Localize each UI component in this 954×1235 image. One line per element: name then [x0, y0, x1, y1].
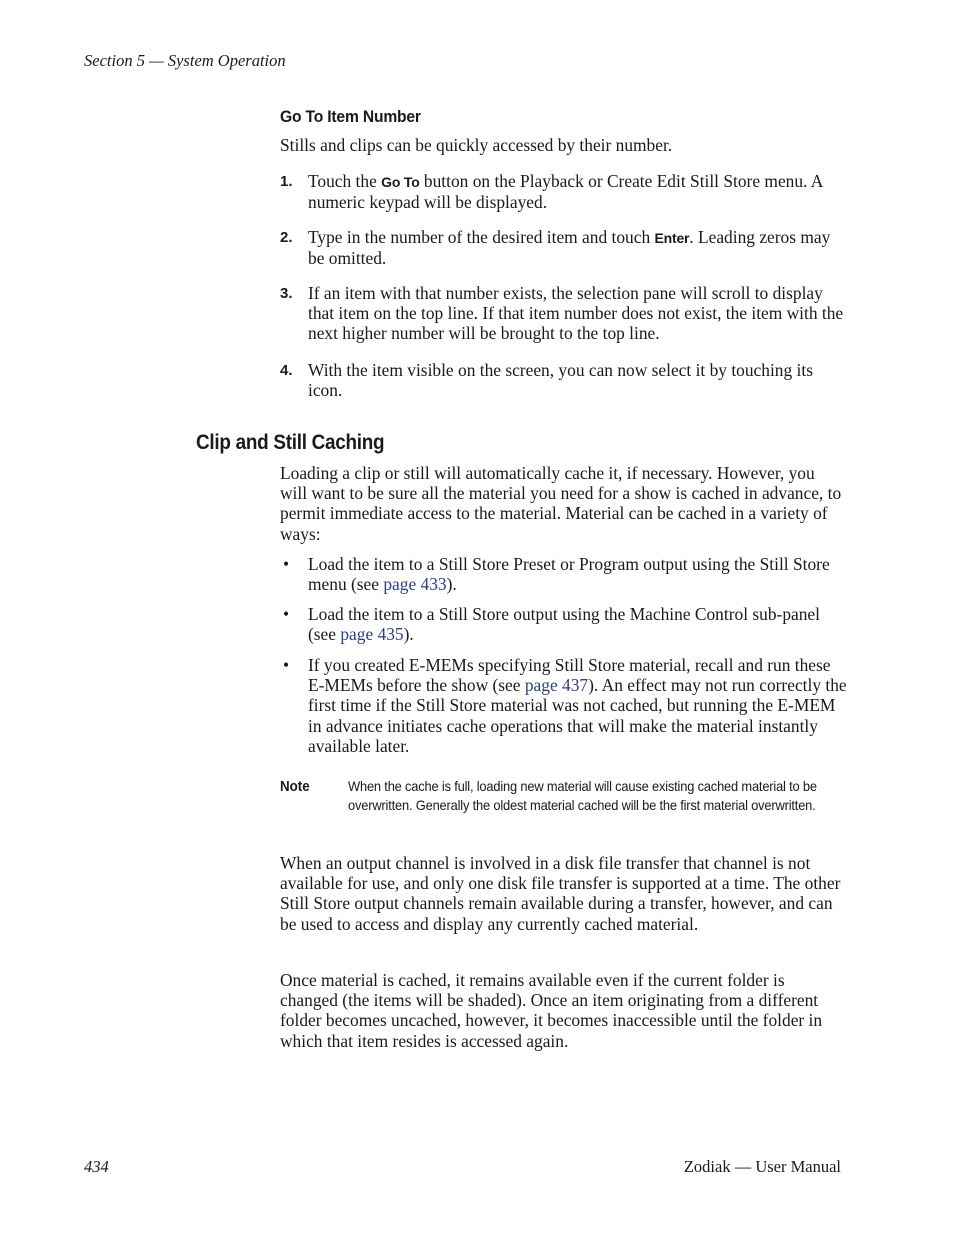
caching-bullet-3: If you created E-MEMs specifying Still Store material, recall and run these E-MEMs before the show (see page 437). An effect may not run correctly the first time if the Still Store material was not cached, but running the E-MEM in advance initiates cache operations that will make the material instantly available later. — [308, 655, 847, 756]
link-page-437[interactable]: page 437 — [524, 675, 589, 696]
goto-button-term: Go To — [381, 174, 420, 190]
step-4-text: With the item visible on the screen, you can now select it by touching its icon. — [308, 360, 813, 401]
step-1-number: 1. — [280, 173, 293, 190]
bullet-marker: • — [283, 554, 290, 574]
step-4-number: 4. — [280, 362, 293, 379]
link-page-433[interactable]: page 433 — [383, 574, 447, 595]
bullet-marker: • — [283, 655, 290, 675]
caching-intro: Loading a clip or still will automatically cache it, if necessary. However, you will want to be sure all the material you need for a show is cached in advance, to permit immediate access to the material. Material can be cached in a variety of ways: — [280, 463, 842, 544]
step-3-text: If an item with that number exists, the selection pane will scroll to display that item on the top line. If that item number does not exist, the item with the next higher number will be brought to the top line. — [308, 283, 844, 344]
enter-button-term: Enter — [654, 230, 690, 246]
caching-bullet-1: Load the item to a Still Store Preset or Program output using the Still Store menu (see page 433). — [308, 554, 830, 595]
step-2-text: Type in the number of the desired item and touch Enter. Leading zeros may be omitted. — [308, 227, 831, 269]
note-text: When the cache is full, loading new material will cause existing cached material to be overwritten. Generally the oldest material cached will be the first material overwritten. — [348, 778, 817, 813]
page-number: 434 — [84, 1157, 109, 1176]
folder-paragraph: Once material is cached, it remains available even if the current folder is changed (the items will be shaded). Once an item originating from a different folder becomes uncached, however, it becomes inaccessible until the folder in which that item resides is accessed again. — [280, 970, 823, 1051]
step-1-text: Touch the Go To button on the Playback or Create Edit Still Store menu. A numeric keypad will be displayed. — [308, 171, 823, 213]
bullet-marker: • — [283, 604, 290, 624]
link-page-435[interactable]: page 435 — [340, 624, 404, 645]
running-header: Section 5 — System Operation — [84, 51, 286, 70]
transfer-paragraph: When an output channel is involved in a disk file transfer that channel is not available for use, and only one disk file transfer is supported at a time. The other Still Store output channels remain available during a transfer, however, and can be used to access and display any currently cached material. — [280, 853, 841, 934]
note-label: Note — [280, 779, 310, 795]
step-3-number: 3. — [280, 285, 293, 302]
caching-bullet-2: Load the item to a Still Store output using the Machine Control sub-panel (see page 435). — [308, 604, 820, 645]
goto-heading: Go To Item Number — [280, 107, 421, 126]
manual-title: Zodiak — User Manual — [683, 1157, 841, 1176]
caching-heading: Clip and Still Caching — [196, 431, 385, 454]
goto-intro: Stills and clips can be quickly accessed by their number. — [280, 135, 673, 155]
step-2-number: 2. — [280, 229, 293, 246]
